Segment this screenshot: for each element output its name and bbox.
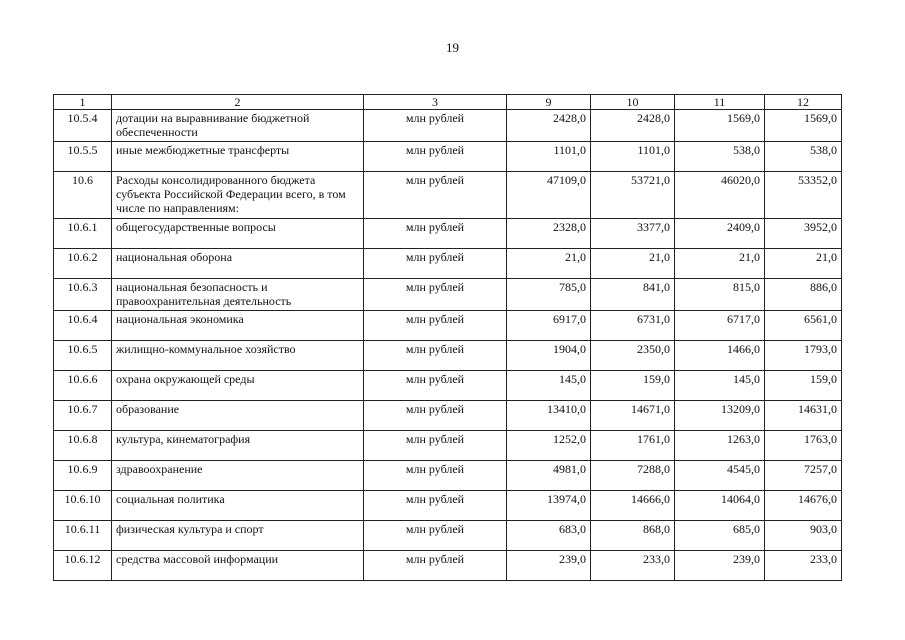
row-value-11: 145,0	[675, 371, 765, 401]
row-unit: млн рублей	[364, 142, 507, 172]
row-name: физическая культура и спорт	[112, 521, 364, 551]
row-code: 10.5.4	[54, 110, 112, 142]
row-unit: млн рублей	[364, 401, 507, 431]
row-value-10: 21,0	[591, 249, 675, 279]
row-value-12: 7257,0	[765, 461, 842, 491]
row-value-9: 1252,0	[507, 431, 591, 461]
row-value-12: 1793,0	[765, 341, 842, 371]
row-name: национальная безопасность и правоохранительная деятельность	[112, 279, 364, 311]
row-unit: млн рублей	[364, 279, 507, 311]
row-unit: млн рублей	[364, 311, 507, 341]
row-value-12: 538,0	[765, 142, 842, 172]
row-value-11: 2409,0	[675, 219, 765, 249]
row-name: национальная экономика	[112, 311, 364, 341]
row-value-10: 2350,0	[591, 341, 675, 371]
row-value-10: 3377,0	[591, 219, 675, 249]
row-value-12: 21,0	[765, 249, 842, 279]
row-code: 10.6.4	[54, 311, 112, 341]
row-value-11: 538,0	[675, 142, 765, 172]
row-value-12: 1763,0	[765, 431, 842, 461]
row-value-9: 13974,0	[507, 491, 591, 521]
row-value-12: 1569,0	[765, 110, 842, 142]
row-value-11: 815,0	[675, 279, 765, 311]
row-name: общегосударственные вопросы	[112, 219, 364, 249]
row-value-12: 6561,0	[765, 311, 842, 341]
row-value-10: 7288,0	[591, 461, 675, 491]
row-name: охрана окружающей среды	[112, 371, 364, 401]
row-code: 10.6.5	[54, 341, 112, 371]
table-row	[54, 461, 842, 491]
row-code: 10.5.5	[54, 142, 112, 172]
row-value-10: 233,0	[591, 551, 675, 581]
row-value-12: 903,0	[765, 521, 842, 551]
row-value-9: 4981,0	[507, 461, 591, 491]
table-row	[54, 219, 842, 249]
row-name: социальная политика	[112, 491, 364, 521]
table-row	[54, 142, 842, 172]
table-row	[54, 371, 842, 401]
row-unit: млн рублей	[364, 110, 507, 142]
row-value-9: 683,0	[507, 521, 591, 551]
row-value-10: 159,0	[591, 371, 675, 401]
table-row	[54, 249, 842, 279]
row-value-12: 14676,0	[765, 491, 842, 521]
row-unit: млн рублей	[364, 341, 507, 371]
table-row	[54, 341, 842, 371]
row-unit: млн рублей	[364, 431, 507, 461]
row-value-9: 47109,0	[507, 172, 591, 219]
header-row	[54, 95, 842, 110]
row-value-11: 6717,0	[675, 311, 765, 341]
row-unit: млн рублей	[364, 461, 507, 491]
header-col-12: 12	[765, 95, 842, 110]
row-code: 10.6.1	[54, 219, 112, 249]
row-code: 10.6.10	[54, 491, 112, 521]
row-name: образование	[112, 401, 364, 431]
row-value-9: 13410,0	[507, 401, 591, 431]
row-value-10: 1101,0	[591, 142, 675, 172]
row-value-11: 21,0	[675, 249, 765, 279]
row-value-10: 2428,0	[591, 110, 675, 142]
row-unit: млн рублей	[364, 249, 507, 279]
row-unit: млн рублей	[364, 551, 507, 581]
row-code: 10.6	[54, 172, 112, 219]
row-value-12: 233,0	[765, 551, 842, 581]
table-row	[54, 172, 842, 219]
row-value-11: 46020,0	[675, 172, 765, 219]
row-value-10: 14666,0	[591, 491, 675, 521]
row-value-12: 3952,0	[765, 219, 842, 249]
row-value-9: 1904,0	[507, 341, 591, 371]
row-unit: млн рублей	[364, 172, 507, 219]
header-col-2: 2	[112, 95, 364, 110]
row-code: 10.6.9	[54, 461, 112, 491]
row-value-11: 1466,0	[675, 341, 765, 371]
row-value-10: 868,0	[591, 521, 675, 551]
header-col-10: 10	[591, 95, 675, 110]
row-value-10: 1761,0	[591, 431, 675, 461]
table-row	[54, 279, 842, 311]
row-value-9: 1101,0	[507, 142, 591, 172]
header-col-11: 11	[675, 95, 765, 110]
row-value-12: 886,0	[765, 279, 842, 311]
table-row	[54, 551, 842, 581]
row-value-11: 13209,0	[675, 401, 765, 431]
row-value-9: 6917,0	[507, 311, 591, 341]
budget-table	[53, 94, 842, 581]
row-code: 10.6.6	[54, 371, 112, 401]
row-unit: млн рублей	[364, 521, 507, 551]
row-value-9: 785,0	[507, 279, 591, 311]
row-code: 10.6.8	[54, 431, 112, 461]
row-value-11: 1263,0	[675, 431, 765, 461]
row-unit: млн рублей	[364, 219, 507, 249]
row-value-11: 685,0	[675, 521, 765, 551]
table-row	[54, 311, 842, 341]
row-name: дотации на выравнивание бюджетной обеспеченности	[112, 110, 364, 142]
row-value-11: 1569,0	[675, 110, 765, 142]
row-value-9: 2328,0	[507, 219, 591, 249]
table-row	[54, 401, 842, 431]
row-code: 10.6.7	[54, 401, 112, 431]
header-col-9: 9	[507, 95, 591, 110]
row-name: национальная оборона	[112, 249, 364, 279]
page-number: 19	[446, 40, 459, 55]
row-value-11: 239,0	[675, 551, 765, 581]
row-code: 10.6.12	[54, 551, 112, 581]
row-value-12: 14631,0	[765, 401, 842, 431]
table-row	[54, 110, 842, 142]
row-name: средства массовой информации	[112, 551, 364, 581]
row-value-10: 53721,0	[591, 172, 675, 219]
row-value-12: 53352,0	[765, 172, 842, 219]
row-unit: млн рублей	[364, 491, 507, 521]
row-value-11: 4545,0	[675, 461, 765, 491]
row-unit: млн рублей	[364, 371, 507, 401]
table-row	[54, 431, 842, 461]
row-name: здравоохранение	[112, 461, 364, 491]
row-value-9: 239,0	[507, 551, 591, 581]
header-col-1: 1	[54, 95, 112, 110]
row-name: культура, кинематография	[112, 431, 364, 461]
row-code: 10.6.3	[54, 279, 112, 311]
row-name: иные межбюджетные трансферты	[112, 142, 364, 172]
row-value-10: 841,0	[591, 279, 675, 311]
row-value-9: 2428,0	[507, 110, 591, 142]
row-code: 10.6.11	[54, 521, 112, 551]
row-value-9: 21,0	[507, 249, 591, 279]
row-code: 10.6.2	[54, 249, 112, 279]
row-value-10: 14671,0	[591, 401, 675, 431]
table-row	[54, 491, 842, 521]
row-value-11: 14064,0	[675, 491, 765, 521]
row-name: жилищно-коммунальное хозяйство	[112, 341, 364, 371]
table-row	[54, 521, 842, 551]
header-col-3: 3	[364, 95, 507, 110]
row-value-9: 145,0	[507, 371, 591, 401]
row-name: Расходы консолидированного бюджета субъекта Российской Федерации всего, в том числе по направлениям:	[112, 172, 364, 219]
row-value-10: 6731,0	[591, 311, 675, 341]
row-value-12: 159,0	[765, 371, 842, 401]
